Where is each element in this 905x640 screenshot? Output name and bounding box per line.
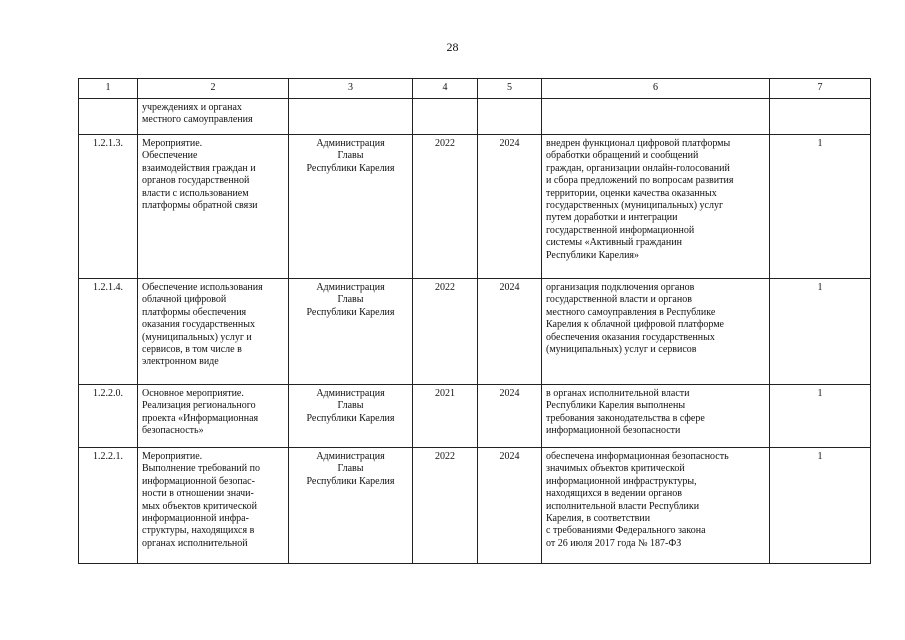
code-cell: 1.2.1.3.	[79, 135, 138, 279]
column-header: 7	[770, 79, 871, 99]
column-header: 1	[79, 79, 138, 99]
end-year-cell: 2024	[478, 135, 542, 279]
program-table	[78, 78, 871, 564]
value-cell: 1	[770, 135, 871, 279]
column-header: 3	[289, 79, 413, 99]
start-year-cell: 2022	[413, 135, 478, 279]
result-cell	[542, 99, 770, 135]
result-cell: обеспечена информационная безопасность значимых объектов критической информационной инфраструктуры, находящихся в ведении органов исполнительной власти Республики Карелия, в соответствии с требованиями Федерального закона от 26 июля 2017 года № 187-ФЗ	[542, 448, 770, 564]
end-year-cell: 2024	[478, 385, 542, 448]
start-year-cell: 2022	[413, 279, 478, 385]
code-cell: 1.2.1.4.	[79, 279, 138, 385]
event-cell: Обеспечение использования облачной цифровой платформы обеспечения оказания государственных (муниципальных) услуг и сервисов, в том числе в электронном виде	[138, 279, 289, 385]
column-header: 5	[478, 79, 542, 99]
result-cell: в органах исполнительной власти Республики Карелия выполнены требования законодательства в сфере информационной безопасности	[542, 385, 770, 448]
start-year-cell: 2021	[413, 385, 478, 448]
code-cell: 1.2.2.1.	[79, 448, 138, 564]
start-year-cell: 2022	[413, 448, 478, 564]
table-row	[79, 279, 871, 385]
column-header: 2	[138, 79, 289, 99]
event-cell: Основное мероприятие. Реализация регионального проекта «Информационная безопасность»	[138, 385, 289, 448]
value-cell: 1	[770, 448, 871, 564]
header-row	[79, 79, 871, 99]
executor-cell	[289, 99, 413, 135]
result-cell: организация подключения органов государственной власти и органов местного самоуправления в Республике Карелия к облачной цифровой платформе обеспечения оказания государственных (муниципальных) услуг и сервисов	[542, 279, 770, 385]
table-row	[79, 385, 871, 448]
executor-cell: Администрация Главы Республики Карелия	[289, 279, 413, 385]
event-cell: Мероприятие. Обеспечение взаимодействия граждан и органов государственной власти с использованием платформы обратной связи	[138, 135, 289, 279]
column-header: 6	[542, 79, 770, 99]
value-cell: 1	[770, 385, 871, 448]
event-cell: Мероприятие. Выполнение требований по информационной безопас- ности в отношении значи- мых объектов критической информационной инфра- структуры, находящихся в органах исполнительной	[138, 448, 289, 564]
executor-cell: Администрация Главы Республики Карелия	[289, 385, 413, 448]
value-cell	[770, 99, 871, 135]
end-year-cell	[478, 99, 542, 135]
end-year-cell: 2024	[478, 448, 542, 564]
executor-cell: Администрация Главы Республики Карелия	[289, 448, 413, 564]
end-year-cell: 2024	[478, 279, 542, 385]
table-row	[79, 99, 871, 135]
event-cell: учреждениях и органах местного самоуправления	[138, 99, 289, 135]
code-cell: 1.2.2.0.	[79, 385, 138, 448]
code-cell	[79, 99, 138, 135]
value-cell: 1	[770, 279, 871, 385]
start-year-cell	[413, 99, 478, 135]
page-number: 28	[446, 40, 459, 54]
result-cell: внедрен функционал цифровой платформы обработки обращений и сообщений граждан, организации онлайн-голосований и сбора предложений по вопросам развития территории, оценки качества оказанных государственных (муниципальных) услуг путем доработки и интеграции государственной информационной системы «Активный гражданин Республики Карелия»	[542, 135, 770, 279]
executor-cell: Администрация Главы Республики Карелия	[289, 135, 413, 279]
column-header: 4	[413, 79, 478, 99]
table-row	[79, 135, 871, 279]
table-row	[79, 448, 871, 564]
